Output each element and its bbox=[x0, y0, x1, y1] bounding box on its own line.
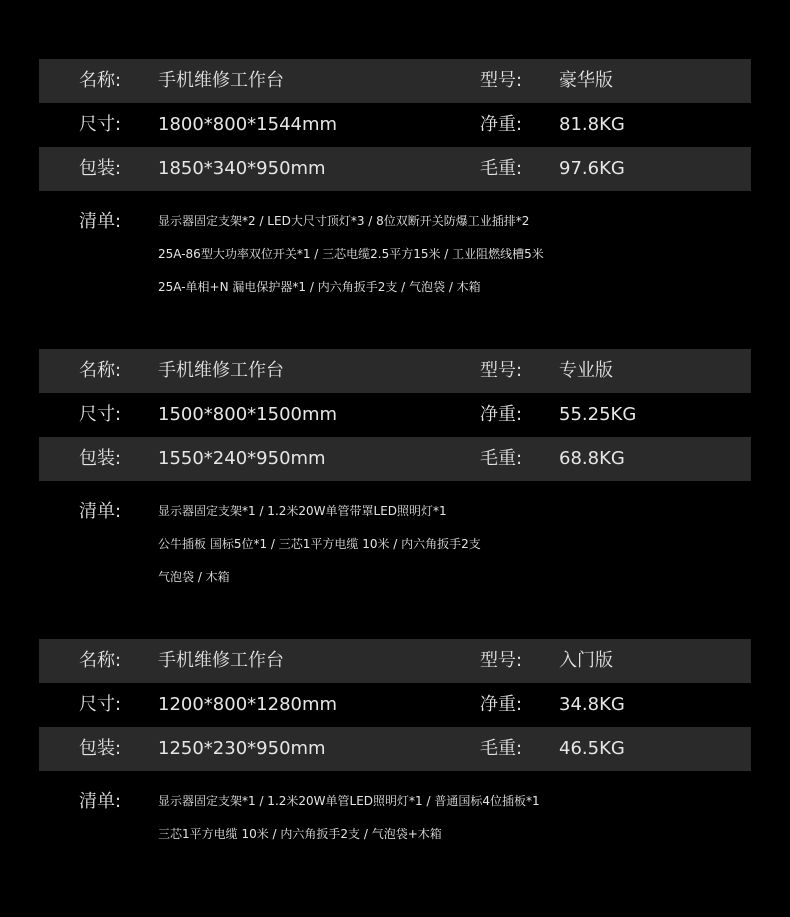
model-label: 型号: bbox=[480, 650, 523, 671]
package-gross-row bbox=[39, 437, 751, 481]
size-label: 尺寸: bbox=[79, 114, 122, 135]
name-value: 手机维修工作台 bbox=[158, 70, 284, 91]
package-gross-row bbox=[39, 727, 751, 771]
size-weight-row bbox=[39, 103, 751, 147]
list-line: 公牛插板 国标5位*1 / 三芯1平方电缆 10米 / 内六角扳手2支 bbox=[158, 537, 481, 551]
gross-weight-value: 97.6KG bbox=[559, 158, 625, 179]
name-value: 手机维修工作台 bbox=[158, 360, 284, 381]
package-list bbox=[39, 495, 751, 594]
size-weight-row bbox=[39, 393, 751, 437]
net-weight-value: 55.25KG bbox=[559, 404, 637, 425]
product-spec-deluxe bbox=[39, 59, 751, 304]
model-value: 专业版 bbox=[559, 360, 613, 381]
size-label: 尺寸: bbox=[79, 404, 122, 425]
size-value: 1200*800*1280mm bbox=[158, 694, 338, 715]
name-value: 手机维修工作台 bbox=[158, 650, 284, 671]
gross-weight-value: 46.5KG bbox=[559, 738, 625, 759]
list-line: 25A-单相+N 漏电保护器*1 / 内六角扳手2支 / 气泡袋 / 木箱 bbox=[158, 280, 481, 294]
package-value: 1850*340*950mm bbox=[158, 158, 326, 179]
package-gross-row bbox=[39, 147, 751, 191]
name-model-row bbox=[39, 59, 751, 103]
name-label: 名称: bbox=[79, 650, 122, 671]
list-line: 三芯1平方电缆 10米 / 内六角扳手2支 / 气泡袋+木箱 bbox=[158, 827, 442, 841]
name-label: 名称: bbox=[79, 70, 122, 91]
net-weight-label: 净重: bbox=[480, 694, 523, 715]
package-label: 包装: bbox=[79, 448, 122, 469]
package-value: 1550*240*950mm bbox=[158, 448, 326, 469]
size-label: 尺寸: bbox=[79, 694, 122, 715]
package-value: 1250*230*950mm bbox=[158, 738, 326, 759]
net-weight-value: 34.8KG bbox=[559, 694, 625, 715]
package-label: 包装: bbox=[79, 158, 122, 179]
package-label: 包装: bbox=[79, 738, 122, 759]
model-value: 入门版 bbox=[559, 650, 613, 671]
gross-weight-label: 毛重: bbox=[480, 158, 523, 179]
product-spec-professional bbox=[39, 349, 751, 594]
name-model-row bbox=[39, 639, 751, 683]
list-line: 25A-86型大功率双位开关*1 / 三芯电缆2.5平方15米 / 工业阻燃线槽5米 bbox=[158, 247, 544, 261]
list-label: 清单: bbox=[79, 791, 122, 812]
list-label: 清单: bbox=[79, 501, 122, 522]
gross-weight-label: 毛重: bbox=[480, 448, 523, 469]
package-list bbox=[39, 785, 751, 851]
list-line: 显示器固定支架*1 / 1.2米20W单管LED照明灯*1 / 普通国标4位插板*1 bbox=[158, 794, 540, 808]
model-value: 豪华版 bbox=[559, 70, 613, 91]
net-weight-label: 净重: bbox=[480, 404, 523, 425]
size-value: 1800*800*1544mm bbox=[158, 114, 338, 135]
list-line: 显示器固定支架*2 / LED大尺寸顶灯*3 / 8位双断开关防爆工业插排*2 bbox=[158, 214, 530, 228]
model-label: 型号: bbox=[480, 70, 523, 91]
gross-weight-label: 毛重: bbox=[480, 738, 523, 759]
product-spec-entry bbox=[39, 639, 751, 851]
size-weight-row bbox=[39, 683, 751, 727]
package-list bbox=[39, 205, 751, 304]
name-model-row bbox=[39, 349, 751, 393]
size-value: 1500*800*1500mm bbox=[158, 404, 338, 425]
net-weight-label: 净重: bbox=[480, 114, 523, 135]
gross-weight-value: 68.8KG bbox=[559, 448, 625, 469]
list-label: 清单: bbox=[79, 211, 122, 232]
name-label: 名称: bbox=[79, 360, 122, 381]
net-weight-value: 81.8KG bbox=[559, 114, 625, 135]
list-line: 气泡袋 / 木箱 bbox=[158, 570, 230, 584]
list-line: 显示器固定支架*1 / 1.2米20W单管带罩LED照明灯*1 bbox=[158, 504, 447, 518]
model-label: 型号: bbox=[480, 360, 523, 381]
